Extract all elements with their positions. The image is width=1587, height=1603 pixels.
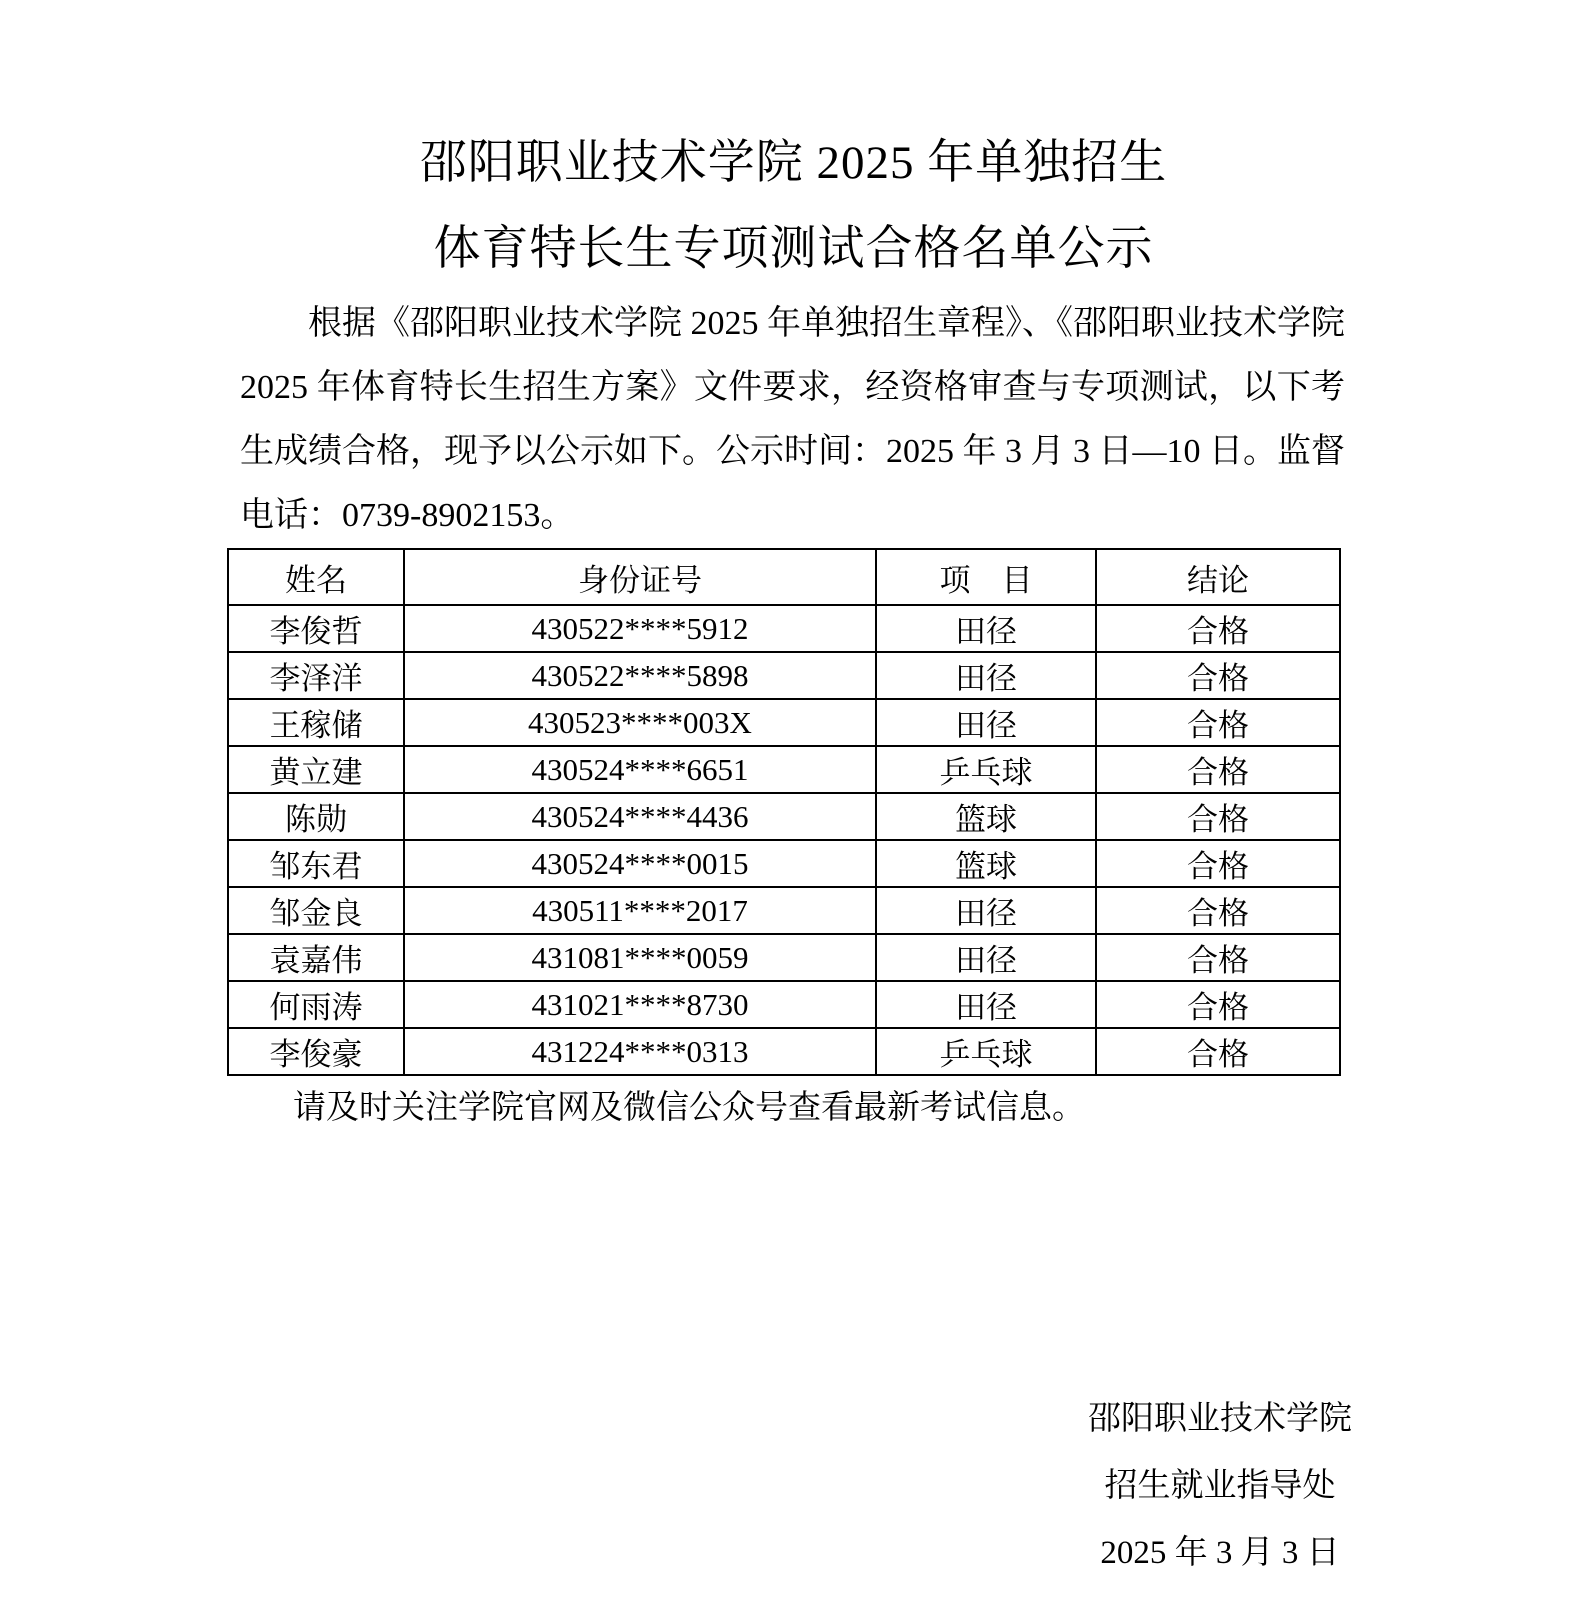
cell-name: 邹金良 bbox=[228, 887, 404, 934]
cell-id-number: 430524****0015 bbox=[404, 840, 876, 887]
signature-block bbox=[1050, 1386, 1390, 1587]
table-row bbox=[228, 605, 1340, 652]
signature-department: 招生就业指导处 bbox=[1104, 1468, 1336, 1504]
cell-result: 合格 bbox=[1096, 746, 1340, 793]
table-row bbox=[228, 652, 1340, 699]
cell-name: 何雨涛 bbox=[228, 981, 404, 1028]
cell-sport-event: 篮球 bbox=[876, 840, 1096, 887]
table-row bbox=[228, 746, 1340, 793]
cell-id-number: 430524****6651 bbox=[404, 746, 876, 793]
cell-id-number: 430524****4436 bbox=[404, 793, 876, 840]
signature-date: 2025 年 3 月 3 日 bbox=[1100, 1535, 1340, 1571]
header-result: 结论 bbox=[1096, 549, 1340, 605]
cell-name: 李俊哲 bbox=[228, 605, 404, 652]
cell-name: 王稼储 bbox=[228, 699, 404, 746]
cell-result: 合格 bbox=[1096, 1028, 1340, 1075]
cell-name: 黄立建 bbox=[228, 746, 404, 793]
header-id-number: 身份证号 bbox=[404, 549, 876, 605]
cell-id-number: 430523****003X bbox=[404, 699, 876, 746]
cell-id-number: 430511****2017 bbox=[404, 887, 876, 934]
cell-sport-event: 田径 bbox=[876, 887, 1096, 934]
table-header-row bbox=[228, 549, 1340, 605]
cell-id-number: 431224****0313 bbox=[404, 1028, 876, 1075]
cell-result: 合格 bbox=[1096, 934, 1340, 981]
cell-id-number: 431021****8730 bbox=[404, 981, 876, 1028]
cell-id-number: 430522****5912 bbox=[404, 605, 876, 652]
cell-sport-event: 田径 bbox=[876, 652, 1096, 699]
cell-id-number: 431081****0059 bbox=[404, 934, 876, 981]
document-title-line2: 体育特长生专项测试合格名单公示 bbox=[433, 223, 1154, 275]
cell-name: 邹东君 bbox=[228, 840, 404, 887]
signature-organization: 邵阳职业技术学院 bbox=[1088, 1401, 1352, 1437]
table-row bbox=[228, 699, 1340, 746]
cell-sport-event: 乒乓球 bbox=[876, 746, 1096, 793]
cell-name: 袁嘉伟 bbox=[228, 934, 404, 981]
cell-sport-event: 篮球 bbox=[876, 793, 1096, 840]
cell-result: 合格 bbox=[1096, 652, 1340, 699]
table-row bbox=[228, 1028, 1340, 1075]
cell-name: 李俊豪 bbox=[228, 1028, 404, 1075]
cell-name: 陈勋 bbox=[228, 793, 404, 840]
table-row bbox=[228, 793, 1340, 840]
cell-id-number: 430522****5898 bbox=[404, 652, 876, 699]
header-sport-event: 项 目 bbox=[876, 549, 1096, 605]
table-row bbox=[228, 981, 1340, 1028]
cell-sport-event: 田径 bbox=[876, 699, 1096, 746]
cell-result: 合格 bbox=[1096, 981, 1340, 1028]
document-title-line1: 邵阳职业技术学院 2025 年单独招生 bbox=[419, 137, 1168, 189]
header-name: 姓名 bbox=[228, 549, 404, 605]
table-row bbox=[228, 887, 1340, 934]
cell-result: 合格 bbox=[1096, 887, 1340, 934]
cell-sport-event: 田径 bbox=[876, 934, 1096, 981]
notice-body-paragraph: 根据《邵阳职业技术学院 2025 年单独招生章程》、《邵阳职业技术学院 2025 年体育特长生招生方案》文件要求，经资格审查与专项测试，以下考生成绩合格，现予以公示如下。公示时间：2025 年 3 月 3 日—10 日。监督电话：0739-8902153。 bbox=[240, 305, 1345, 534]
cell-result: 合格 bbox=[1096, 699, 1340, 746]
cell-sport-event: 田径 bbox=[876, 605, 1096, 652]
follow-up-note: 请及时关注学院官网及微信公众号查看最新考试信息。 bbox=[293, 1090, 1085, 1126]
cell-sport-event: 乒乓球 bbox=[876, 1028, 1096, 1075]
cell-sport-event: 田径 bbox=[876, 981, 1096, 1028]
qualified-candidates-table bbox=[227, 548, 1341, 1076]
cell-result: 合格 bbox=[1096, 793, 1340, 840]
table-row bbox=[228, 934, 1340, 981]
cell-name: 李泽洋 bbox=[228, 652, 404, 699]
cell-result: 合格 bbox=[1096, 605, 1340, 652]
table-row bbox=[228, 840, 1340, 887]
cell-result: 合格 bbox=[1096, 840, 1340, 887]
